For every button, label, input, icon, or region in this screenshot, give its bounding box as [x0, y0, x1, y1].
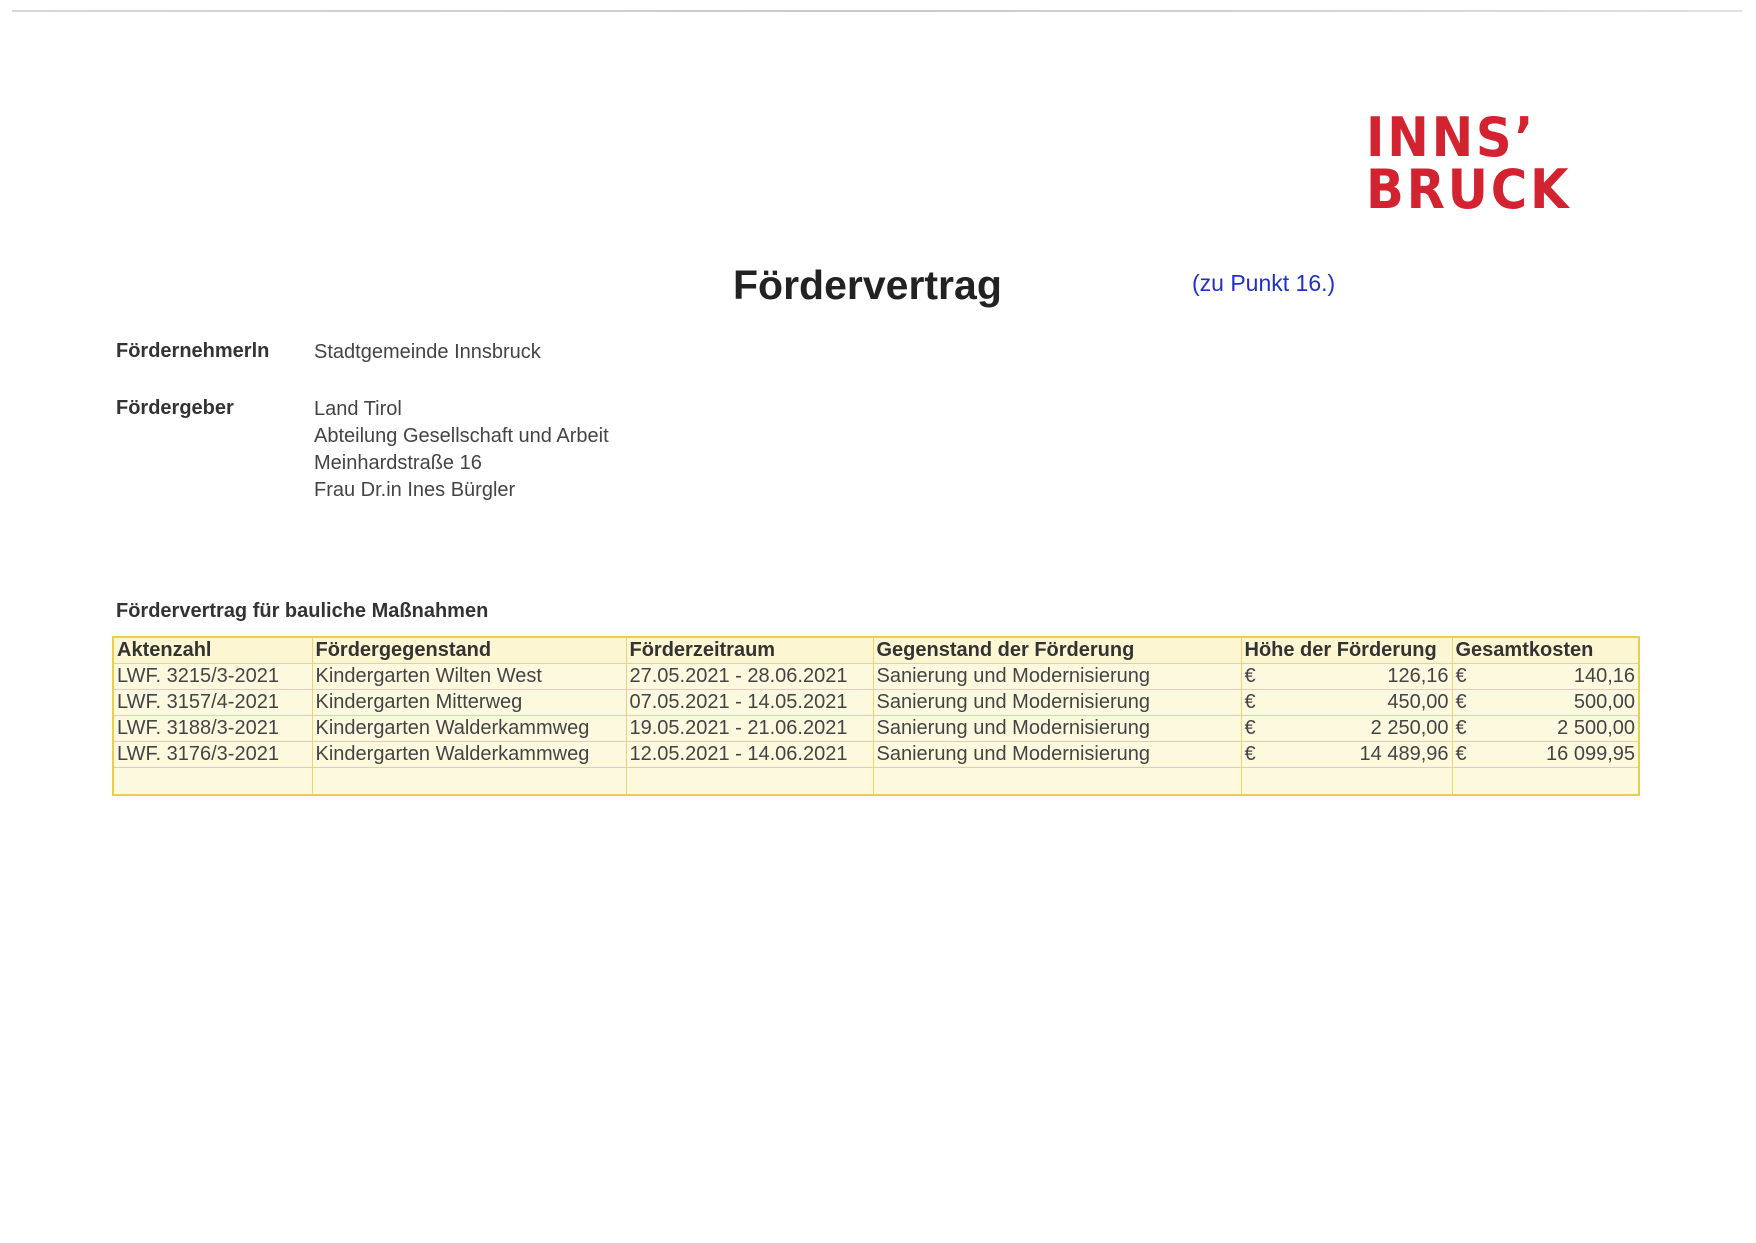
grantor-line: Abteilung Gesellschaft und Arbeit: [314, 425, 609, 447]
cell-zeitraum: 19.05.2021 - 21.06.2021: [626, 716, 873, 742]
cell-foerderung: 450,00: [1273, 690, 1452, 716]
cell-currency: €: [1241, 690, 1273, 716]
grants-table: [112, 636, 1640, 796]
cell-aktenzahl: LWF. 3157/4-2021: [113, 690, 312, 716]
cell-foerderung: 14 489,96: [1273, 742, 1452, 768]
cell-currency: €: [1241, 716, 1273, 742]
grantor-label: Fördergeber: [116, 397, 234, 419]
grantor-line: Land Tirol: [314, 398, 402, 420]
cell-gesamtkosten: 16 099,95: [1484, 742, 1639, 768]
cell-gegenstand: Kindergarten Walderkammweg: [312, 716, 626, 742]
innsbruck-logo: [1366, 106, 1572, 221]
logo-line-2: BRUCK: [1366, 158, 1572, 221]
cell-aktenzahl: LWF. 3188/3-2021: [113, 716, 312, 742]
cell-currency: €: [1452, 664, 1484, 690]
table-row: [113, 690, 1639, 716]
logo-line-1: INNS’: [1366, 106, 1537, 169]
table-header-row: [113, 637, 1639, 664]
reference-note: (zu Punkt 16.): [1192, 270, 1336, 296]
cell-art: Sanierung und Modernisierung: [873, 742, 1241, 768]
recipient-label: Fördernehmerln: [116, 340, 270, 362]
cell-currency: €: [1452, 742, 1484, 768]
cell-foerderung: 2 250,00: [1273, 716, 1452, 742]
header-gesamtkosten: Gesamtkosten: [1452, 637, 1639, 664]
cell-gegenstand: Kindergarten Mitterweg: [312, 690, 626, 716]
cell-gesamtkosten: 500,00: [1484, 690, 1639, 716]
cell-art: Sanierung und Modernisierung: [873, 690, 1241, 716]
cell-zeitraum: 07.05.2021 - 14.05.2021: [626, 690, 873, 716]
cell-zeitraum: 27.05.2021 - 28.06.2021: [626, 664, 873, 690]
header-aktenzahl: Aktenzahl: [113, 637, 312, 664]
cell-currency: €: [1241, 742, 1273, 768]
cell-currency: €: [1241, 664, 1273, 690]
table-row: [113, 664, 1639, 690]
cell-gesamtkosten: 140,16: [1484, 664, 1639, 690]
header-hoehe-der-foerderung: Höhe der Förderung: [1241, 637, 1452, 664]
grantor-line: Meinhardstraße 16: [314, 452, 482, 474]
table-row: [113, 716, 1639, 742]
table-row: [113, 742, 1639, 768]
header-gegenstand-der-foerderung: Gegenstand der Förderung: [873, 637, 1241, 664]
cell-currency: €: [1452, 716, 1484, 742]
cell-currency: €: [1452, 690, 1484, 716]
cell-foerderung: 126,16: [1273, 664, 1452, 690]
section-title: Fördervertrag für bauliche Maßnahmen: [116, 600, 489, 622]
cell-gesamtkosten: 2 500,00: [1484, 716, 1639, 742]
recipient-value: Stadtgemeinde Innsbruck: [314, 341, 541, 363]
grantor-line: Frau Dr.in Ines Bürgler: [314, 479, 516, 501]
cell-gegenstand: Kindergarten Wilten West: [312, 664, 626, 690]
table-row-empty: [113, 768, 1639, 796]
document-title: Fördervertrag: [733, 262, 1002, 308]
cell-gegenstand: Kindergarten Walderkammweg: [312, 742, 626, 768]
cell-art: Sanierung und Modernisierung: [873, 716, 1241, 742]
top-scan-rule: [12, 10, 1742, 12]
cell-zeitraum: 12.05.2021 - 14.06.2021: [626, 742, 873, 768]
cell-aktenzahl: LWF. 3176/3-2021: [113, 742, 312, 768]
cell-aktenzahl: LWF. 3215/3-2021: [113, 664, 312, 690]
cell-art: Sanierung und Modernisierung: [873, 664, 1241, 690]
header-foerdergegenstand: Fördergegenstand: [312, 637, 626, 664]
header-foerderzeitraum: Förderzeitraum: [626, 637, 873, 664]
